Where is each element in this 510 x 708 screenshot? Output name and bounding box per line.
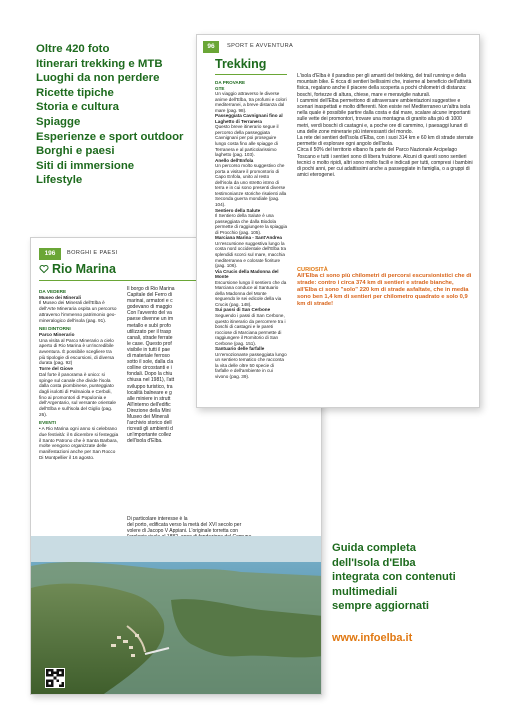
place-name: Marciana Marina - Sant'Andrea	[215, 235, 282, 241]
promo-line: dell'Isola d'Elba	[332, 556, 416, 569]
page-title	[39, 262, 116, 276]
place-name: Via Crucis della Madonna del Monte	[215, 268, 279, 280]
curiosity-title: CURIOSITÀ	[297, 267, 328, 273]
feature-item: Lifestyle	[36, 174, 83, 187]
paragraph: Il Sentiero della Salute è una passeggiata che dalla Biodola permette di raggiungere la spiaggia di Procchio (pag. 105).	[215, 213, 288, 235]
body-line: di materiale ferroso	[127, 353, 170, 360]
place-name: Santuario delle farfalle	[215, 346, 265, 352]
feature-list	[36, 42, 206, 188]
feature-item: Borghi e paesi	[36, 145, 115, 158]
aerial-photo-rio-marina	[31, 536, 322, 695]
page-trekking	[196, 34, 480, 408]
body-line: godevano di maggio	[127, 304, 173, 311]
paragraph: Circa il 50% del territorio elbano fa parte del Parco Nazionale Arcipelago Toscano e tutti i sentieri sono di libera fruizione. Alcuni di questi sono sentieri tecnici o molto ripidi, altri sono molto facili e indicati per tutti, compresi i bambini di pochi anni, per cui adattissimi anche a passeggiate in famiglia, o a gruppi di amici eterogenei.	[297, 147, 473, 179]
body-line: ricreati gli ambienti d	[127, 426, 173, 433]
feature-item: Luoghi da non perdere	[36, 72, 160, 85]
body-line: colline circostanti e i	[127, 365, 172, 372]
curiosity-text: All'Elba ci sono più chilometri di percorsi escursionistici che di strade: contro i circa 374 km di sentieri e strade bianche, all'Elba ci sono "solo" 220 km di strade asfaltate, che in media sono ben 1,4 km di sentieri per chilometro quadrato e solo 0,9 km di strade!	[297, 273, 472, 307]
paragraph: Un'emozionante passeggiata lungo un sentiero tematico che racconta la vita delle oltre 50 specie di farfalle e dell'ambiente in cui vivono (pag. 39).	[215, 351, 287, 379]
body-line: Con l'avvento del va	[127, 310, 172, 317]
body-line: Capitale del Ferro di	[127, 292, 173, 299]
section-label: SPORT E AVVENTURA	[227, 43, 294, 49]
place-name: Parco Minerario	[39, 331, 75, 337]
body-line: marinai, armatori e c	[127, 298, 173, 305]
feature-item: Oltre 420 foto	[36, 43, 110, 55]
feature-item: Itinerari trekking e MTB	[36, 57, 163, 70]
paragraph: Questo breve itinerario segue il percorso della passeggiata Cavnignani per poi proseguire lungo costa fino alle spiagge di Terranera e al particolarissimo laghetto (pag. 103).	[215, 124, 279, 158]
qr-code[interactable]	[45, 668, 65, 688]
body-line: canali, strade ferrate	[127, 334, 173, 341]
body-text	[297, 73, 475, 178]
column-heading: EVENTI	[39, 420, 56, 426]
place-name: Anello dell'Enfola	[215, 157, 254, 163]
page-number: 196	[39, 248, 61, 260]
body-line: un'importante collez	[127, 432, 172, 439]
place-name: Torre del Giove	[39, 366, 74, 372]
paragraph: Dal forte il panorama è unico: si spinge sul canale che divide l'isola dalla costa piombinese, punteggiato dagli isolotti di Palmaiola e Cerboli, fino ai promontori di Populonia e dell'Argentario, sul versante orientale dell'Elba e sull'isola del Giglio (pag. 26).	[39, 371, 116, 417]
paragraph: Il Museo dei Minerali dell'Elba è dell'Arte Mineraria ospita un percorso attraverso l'immenso patrimonio geo-mineralogico dell'isola (pag. 91).	[39, 300, 117, 323]
title-divider	[215, 74, 287, 75]
body-line: l'archivio storico dell	[127, 420, 172, 427]
body-line: alle miniere in strutt	[127, 395, 171, 402]
paragraph: • A Rio Marina ogni anno si celebrano due festività: il 6 dicembre si festeggia il Santo Patrono che è Santa Barbara, molte vengono organizzate delle manifestazioni anche per San Rocco Di Montpellier il 16 agosto.	[39, 426, 119, 460]
page-title: Trekking	[215, 57, 267, 71]
column-heading: DA VEDERE	[39, 289, 67, 294]
heart-icon	[39, 264, 49, 274]
column-heading: NEI DINTORNI	[39, 326, 71, 332]
curiosity-box	[297, 267, 473, 308]
promo-text	[332, 541, 502, 614]
body-line: dell'isola d'Elba.	[127, 438, 163, 445]
body-line: Di particolare interesse è la	[127, 516, 188, 522]
sidebar-column	[215, 80, 287, 380]
body-line: sviluppo turistico, tra	[127, 383, 173, 390]
promo-line: Guida completa	[332, 542, 416, 554]
paragraph: Escursione lungo il sentiero che da Marciana conduce al Santuario della Madonna del Monte seguendo le sei edicole della via Crucis (pag. 148).	[215, 279, 287, 307]
body-line: Il borgo di Rio Marina	[127, 286, 175, 292]
place-name: Museo dei Minerali	[39, 294, 81, 300]
promo-line: sempre aggiornati	[332, 600, 429, 612]
paragraph: Un percorso molto suggestivo che porta a visitare il promontorio di Capo Enfola, unito al resto dell'isola da uno stretto istmo di terra e in cui sono presenti diverse testimonianze storiche risalenti alla Seconda guerra mondiale (pag. 104).	[215, 163, 287, 208]
section-label: BORGHI E PAESI	[67, 250, 118, 256]
body-line: All'interno dell'edific	[127, 401, 171, 408]
body-column	[127, 286, 207, 444]
feature-item: Ricette tipiche	[36, 86, 114, 99]
paragraph: Un'escursione suggestiva lungo la costa nord occidentale dell'Elba tra splendidi scorci sul mare, macchia mediterranea e colorate fioriture (pag. 106).	[215, 240, 287, 269]
paragraph: Un viaggio attraverso le diverse anime dell'Elba, tra profumi e colori mediterranei, a breve distanza dal mare (pag. 98).	[215, 91, 287, 113]
body-line: sotto il sole, dalla cla	[127, 359, 174, 366]
paragraph: Una visita al Parco Minerario a cielo aperto di Rio Marina è un'incredibile avventura. È possibile scegliere tra più tipologie di escursioni, di diversa durata (pag. 92)	[39, 337, 115, 366]
body-line: metallo e subì profo	[127, 322, 171, 329]
body-line: paese divenne un im	[127, 316, 174, 323]
page-title-text: Rio Marina	[52, 262, 116, 276]
feature-item: Storia e cultura	[36, 101, 119, 114]
body-line: chiusa nel 1981), l'att	[127, 377, 175, 384]
body-line: fondali. Dopo la chiu	[127, 371, 173, 378]
body-line: utilizzato per il trasp	[127, 328, 172, 335]
feature-item: Spiagge	[36, 115, 81, 128]
paragraph: L'isola d'Elba è il paradiso per gli amanti del trekking, del trail running e della mountain bike. È ricca di sentieri bellissimi che, insieme al beneficio dell'attività fisica, regalano anche il piacere della scoperta a pochi chilometri di distanza: boschi, fortezze di altura, chiese, mare e meraviglie naturali.	[297, 73, 472, 98]
page-number: 96	[203, 41, 219, 53]
body-line: Direzione della Mini	[127, 407, 171, 414]
body-line: del porto, edificata verso la metà del XVI secolo per	[127, 522, 242, 529]
place-name: Passeggiata Cavnignani fino al Laghetto di Terranera	[215, 113, 283, 124]
promo-line: multimediali	[332, 585, 398, 598]
place-name: Sentiero della Salute	[215, 207, 261, 213]
body-line: località balneare e g	[127, 389, 172, 396]
column-heading: DA PROVARE	[215, 80, 246, 85]
website-link[interactable]: www.infoelba.it	[332, 632, 413, 644]
column-heading: GTE	[215, 85, 225, 91]
sidebar-column	[39, 286, 119, 460]
place-name: Sui passi di San Cerbone	[215, 307, 271, 313]
paragraph: Seguendo i passi di San Cerbone, questo itinerario da percorrere tra i boschi di castagni e le pareti rocciose di Marciana permette di raggiungere il Romitorio di San Cerbone (pag. 151).	[215, 312, 286, 346]
paragraph: I cammini dell'Elba permettono di attraversare ambientazioni suggestive e scenari inaspettati e molto differenti. Non esiste nel Mediterraneo un'altra isola nella quale è possibile partire dalla costa e dal mare, scalare alcune importanti sulle vette dei promontori, trovare una montagna di granito alta più di 1000 metri, verdi boschi di castagni e, a poche ore di cammino, i paesaggi lunari di una delle zone minerarie più interessanti del mondo.	[297, 97, 471, 135]
body-line: Museo dei Minerali	[127, 413, 169, 420]
body-line: volere di Jacopo V Appiani. L'originale torretta con	[127, 528, 239, 535]
body-line: le case. Questo prof	[127, 340, 172, 347]
paragraph: La rete dei sentieri dell'isola d'Elba, con i suoi 314 km e 60 km di strade sterrate permette di esplorare ogni angolo dell'isola.	[297, 135, 474, 148]
body-line: visibile in tutti il pae	[127, 346, 171, 353]
feature-item: Esperienze e sport outdoor	[36, 130, 184, 143]
promo-line: integrata con contenuti	[332, 571, 456, 583]
feature-item: Siti di immersione	[36, 159, 135, 172]
